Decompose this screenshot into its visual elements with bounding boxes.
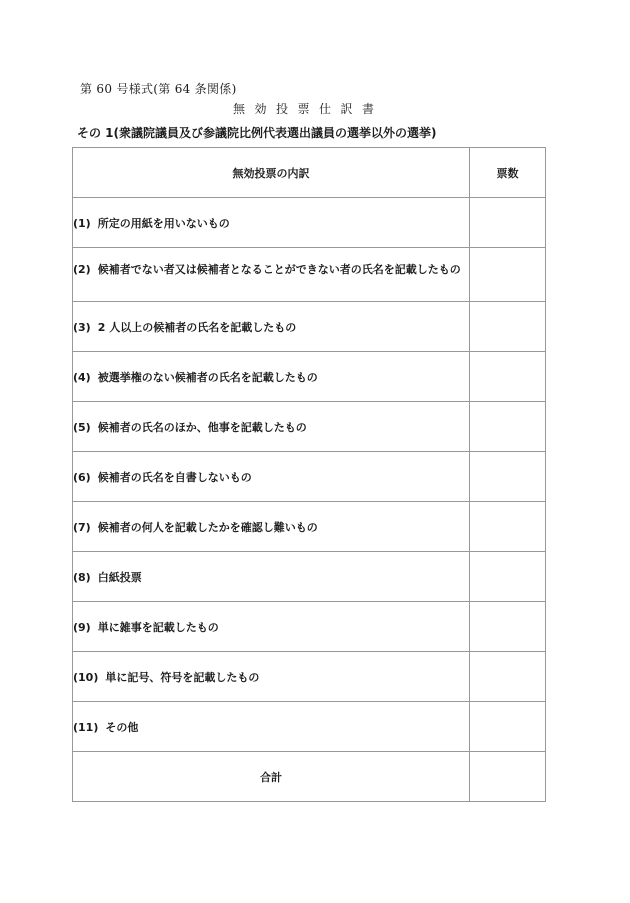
table-row	[73, 552, 546, 602]
row-number: (10)	[73, 670, 99, 684]
invalid-vote-breakdown-table	[72, 147, 546, 802]
table-row	[73, 302, 546, 352]
row-number: (3)	[73, 320, 91, 334]
vote-count-cell[interactable]	[470, 552, 546, 602]
vote-count-cell[interactable]	[470, 198, 546, 248]
vote-count-cell[interactable]	[470, 402, 546, 452]
table-row	[73, 248, 546, 302]
vote-count-cell[interactable]	[470, 352, 546, 402]
row-label	[73, 198, 470, 248]
table-row	[73, 502, 546, 552]
row-label	[73, 602, 470, 652]
column-header-breakdown: 無効投票の内訳	[73, 148, 470, 198]
row-text: 2 人以上の候補者の氏名を記載したもの	[97, 320, 297, 334]
document-subtitle: その 1(衆議院議員及び参議院比例代表選出議員の選挙以外の選挙)	[77, 126, 437, 140]
row-text: 候補者の氏名のほか、他事を記載したもの	[97, 420, 307, 434]
row-number: (7)	[73, 520, 91, 534]
row-number: (8)	[73, 570, 91, 584]
vote-count-cell[interactable]	[470, 302, 546, 352]
row-label	[73, 652, 470, 702]
table-row	[73, 352, 546, 402]
row-number: (11)	[73, 720, 99, 734]
vote-count-cell[interactable]	[470, 602, 546, 652]
row-number: (6)	[73, 470, 91, 484]
row-number: (9)	[73, 620, 91, 634]
vote-count-cell[interactable]	[470, 652, 546, 702]
table-row	[73, 452, 546, 502]
total-row	[73, 752, 546, 802]
row-text-wrapper	[73, 248, 469, 277]
row-text: その他	[105, 720, 139, 734]
row-label	[73, 352, 470, 402]
row-number: (5)	[73, 420, 91, 434]
row-text: 候補者の氏名を自書しないもの	[97, 470, 252, 484]
row-label	[73, 452, 470, 502]
row-number: (2)	[73, 263, 91, 276]
row-label	[73, 552, 470, 602]
vote-count-cell[interactable]	[470, 502, 546, 552]
total-label: 合計	[73, 752, 470, 802]
vote-count-cell[interactable]	[470, 452, 546, 502]
row-text: 白紙投票	[97, 570, 142, 584]
row-text: 単に記号、符号を記載したもの	[105, 670, 260, 684]
row-label	[73, 302, 470, 352]
total-count-cell[interactable]	[470, 752, 546, 802]
table-row	[73, 652, 546, 702]
table-row	[73, 702, 546, 752]
row-number: (4)	[73, 370, 91, 384]
row-text: 被選挙権のない候補者の氏名を記載したもの	[97, 370, 318, 384]
row-text: 候補者の何人を記載したかを確認し難いもの	[97, 520, 318, 534]
table-row	[73, 602, 546, 652]
row-number: (1)	[73, 216, 91, 230]
column-header-vote-count: 票数	[470, 148, 546, 198]
row-label	[73, 502, 470, 552]
row-label	[73, 402, 470, 452]
table-row	[73, 402, 546, 452]
vote-count-cell[interactable]	[470, 248, 546, 302]
row-text: 単に雑事を記載したもの	[97, 620, 219, 634]
row-label	[73, 248, 470, 302]
document-title: 無効投票仕訳書	[233, 102, 384, 116]
table-row	[73, 198, 546, 248]
row-text: 候補者でない者又は候補者となることができない者の氏名を記載したもの	[97, 263, 461, 276]
table-header-row	[73, 148, 546, 198]
row-text: 所定の用紙を用いないもの	[97, 216, 230, 230]
vote-count-cell[interactable]	[470, 702, 546, 752]
form-number: 第 60 号様式(第 64 条関係)	[80, 82, 237, 96]
row-label	[73, 702, 470, 752]
